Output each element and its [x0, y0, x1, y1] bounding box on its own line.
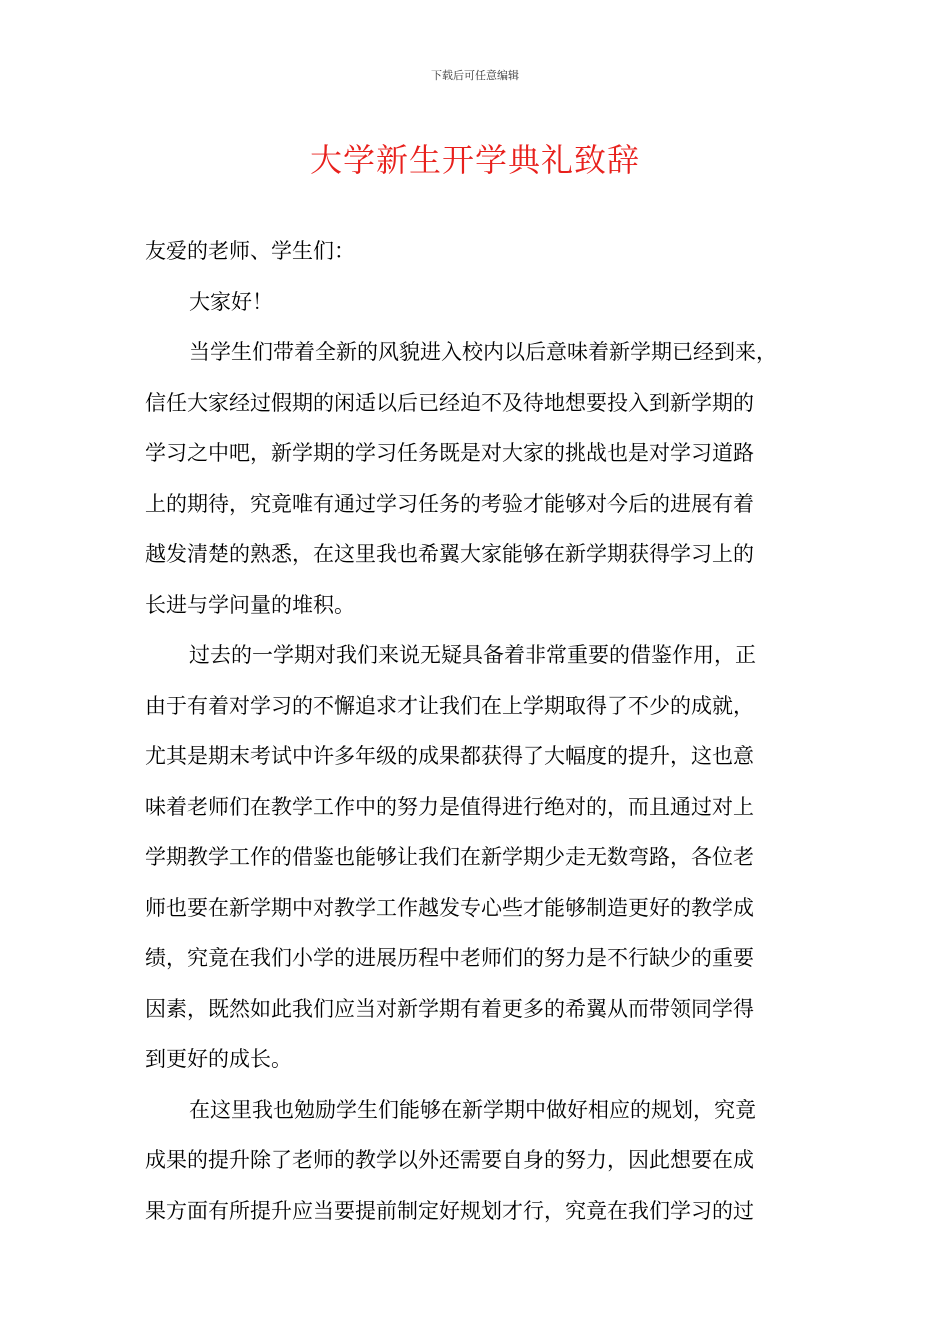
- body-line: 绩，究竟在我们小学的进展历程中老师们的努力是不行缺少的重要: [145, 946, 754, 970]
- body-line: 大家好！: [189, 289, 273, 314]
- header-note: 下载后可任意编辑: [431, 69, 519, 82]
- body-line: 因素，既然如此我们应当对新学期有着更多的希翼从而带领同学得: [145, 996, 754, 1021]
- body-line: 上的期待，究竟唯有通过学习任务的考验才能够对今后的进展有着: [145, 491, 754, 516]
- document-body: [145, 226, 810, 1236]
- body-line: 成果的提升除了老师的教学以外还需要自身的努力，因此想要在成: [145, 1148, 754, 1172]
- body-line: 尤其是期末考试中许多年级的成果都获得了大幅度的提升，这也意: [145, 744, 754, 768]
- body-line: 味着老师们在教学工作中的努力是值得进行绝对的，而且通过对上: [145, 794, 754, 819]
- body-line: 越发清楚的熟悉，在这里我也希翼大家能够在新学期获得学习上的: [145, 542, 754, 566]
- body-line: 学习之中吧，新学期的学习任务既是对大家的挑战也是对学习道路: [145, 441, 754, 465]
- body-line: 师也要在新学期中对教学工作越发专心些才能够制造更好的教学成: [145, 895, 754, 920]
- body-line: 当学生们带着全新的风貌进入校内以后意味着新学期已经到来，: [189, 340, 777, 364]
- body-line: 在这里我也勉励学生们能够在新学期中做好相应的规划，究竟: [189, 1097, 756, 1122]
- document-title: 大学新生开学典礼致辞: [309, 141, 640, 179]
- body-line: 长进与学问量的堆积。: [145, 592, 355, 617]
- body-line: 学期教学工作的借鉴也能够让我们在新学期少走无数弯路，各位老: [145, 845, 754, 869]
- body-line: 果方面有所提升应当要提前制定好规划才行，究竟在我们学习的过: [145, 1198, 754, 1223]
- body-line: 信任大家经过假期的闲适以后已经迫不及待地想要投入到新学期的: [145, 390, 754, 415]
- body-line: 过去的一学期对我们来说无疑具备着非常重要的借鉴作用，正: [189, 643, 756, 667]
- body-line: 到更好的成长。: [145, 1047, 292, 1071]
- body-line: 由于有着对学习的不懈追求才让我们在上学期取得了不少的成就，: [145, 693, 754, 718]
- body-line: 友爱的老师、学生们：: [145, 239, 355, 263]
